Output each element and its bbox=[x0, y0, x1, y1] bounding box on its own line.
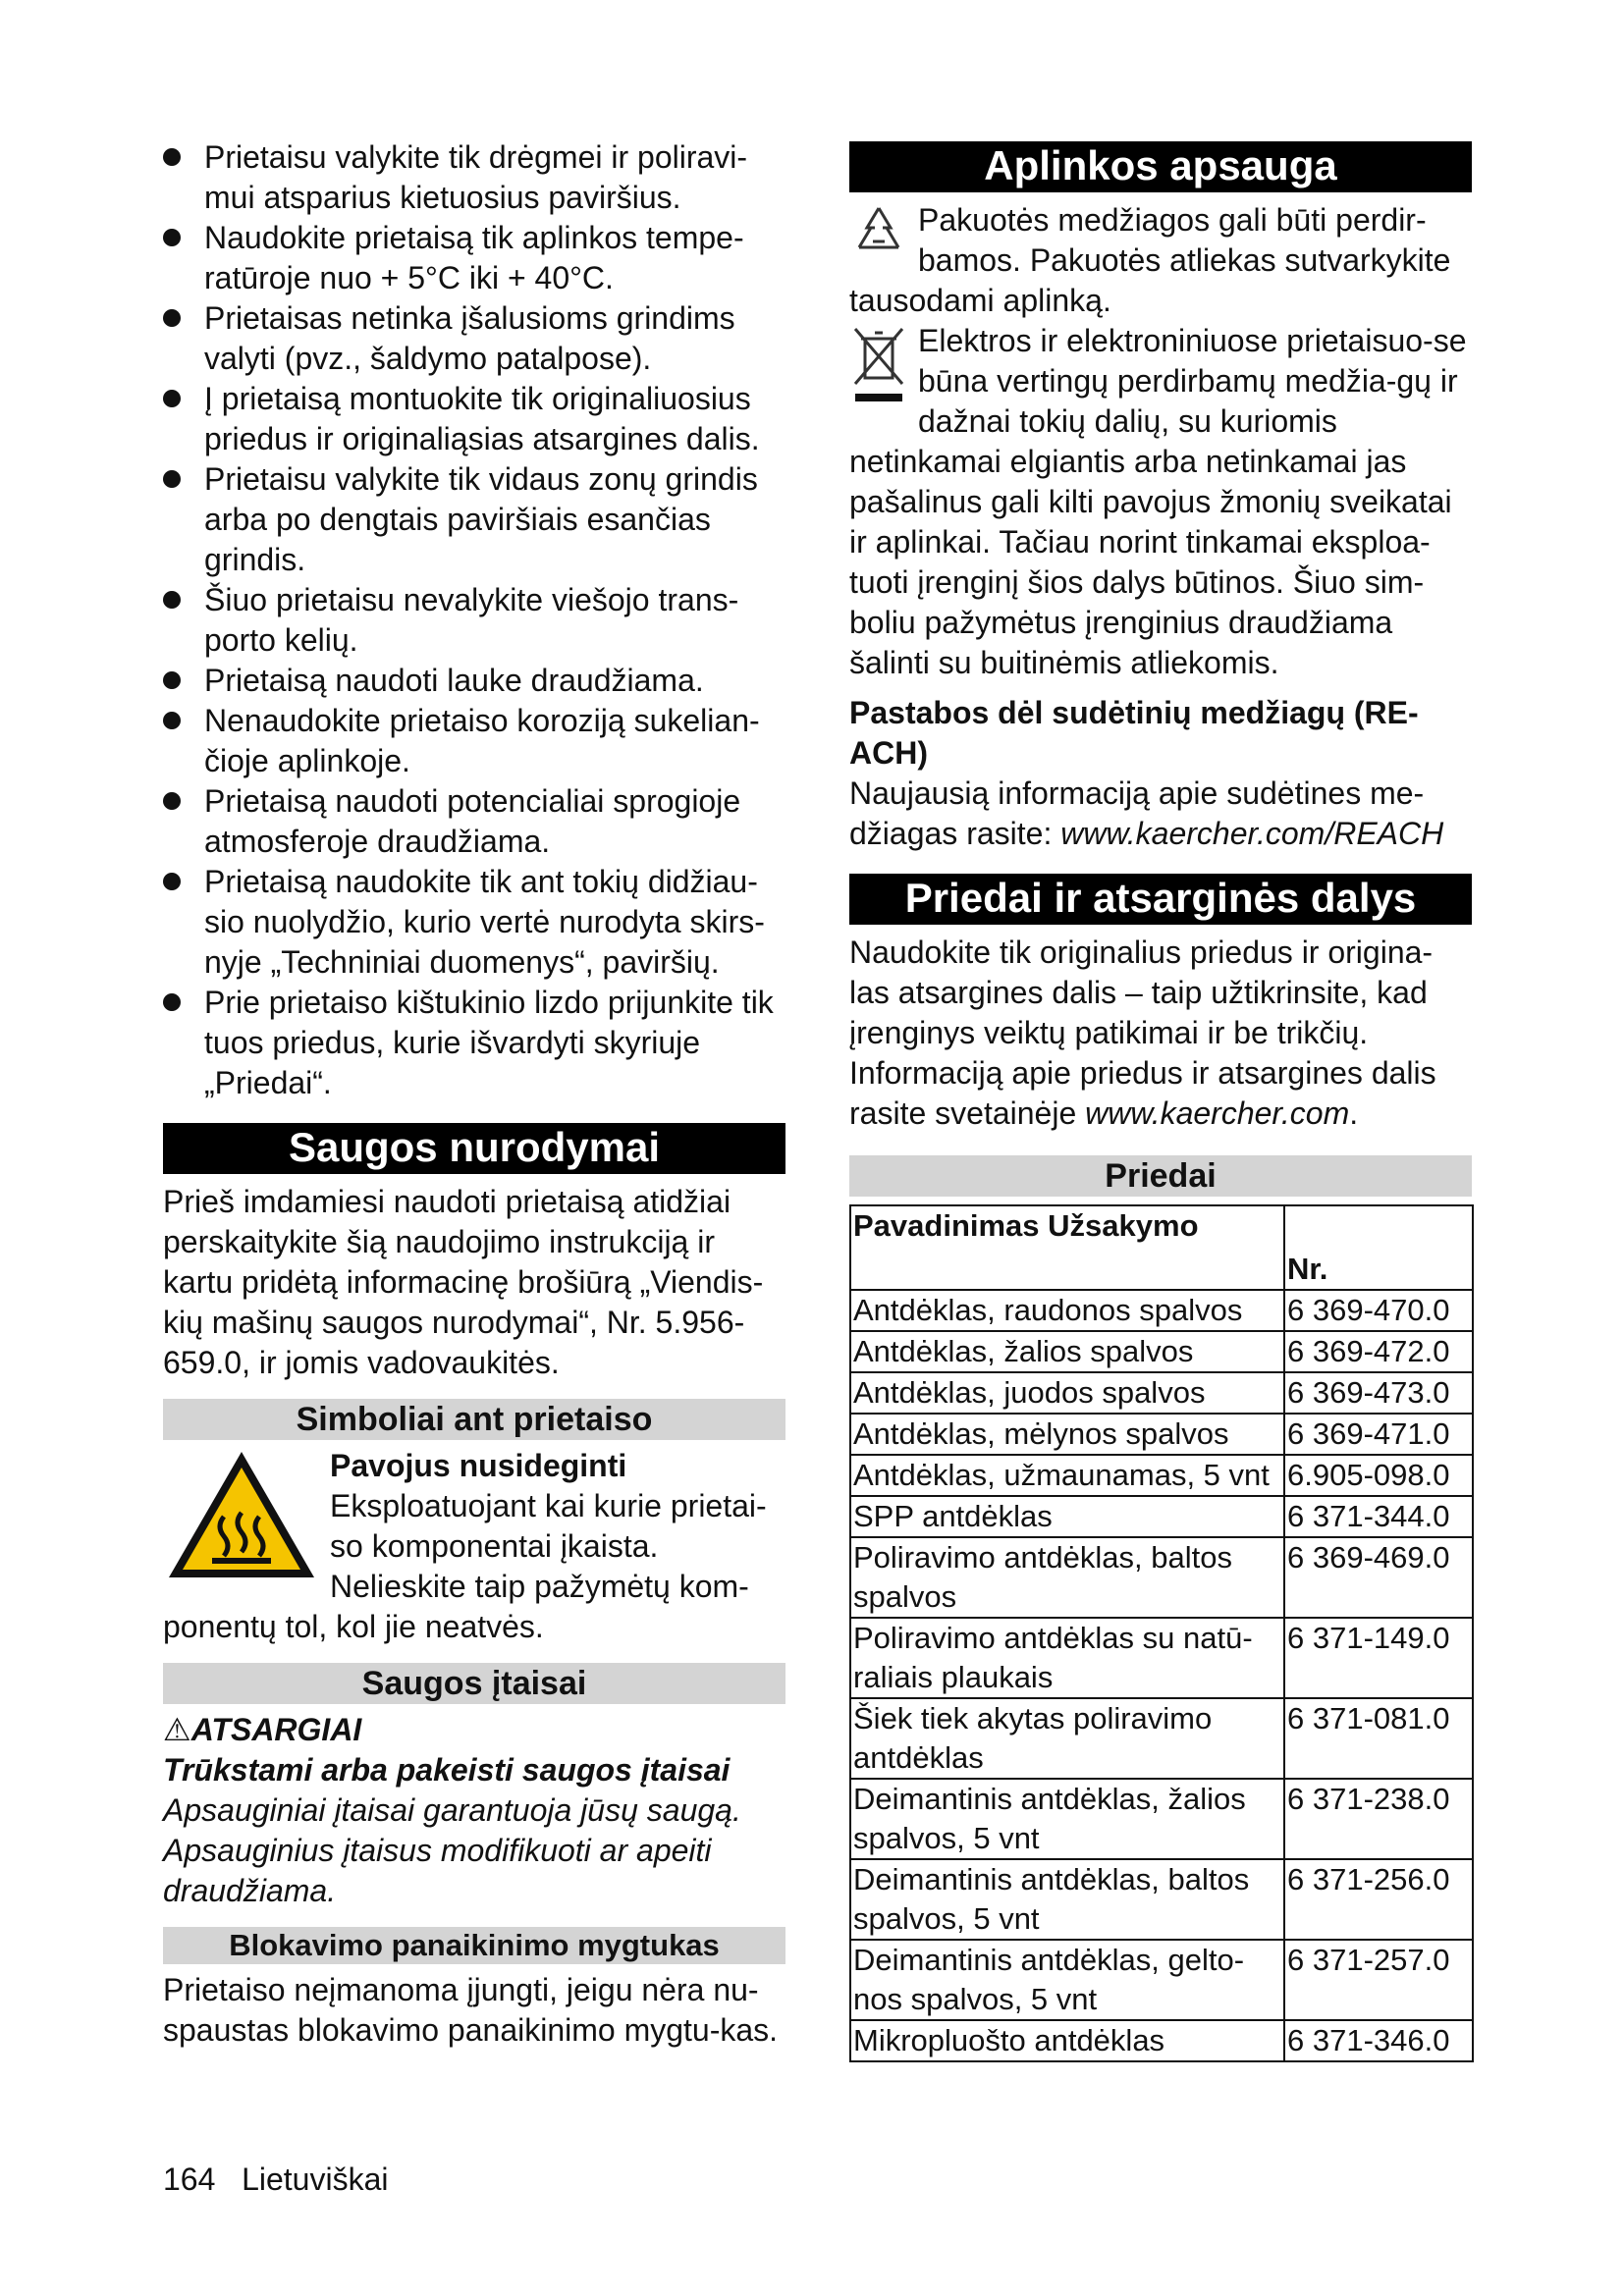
burn-title: Pavojus nusideginti bbox=[330, 1448, 627, 1483]
table-cell-number: 6 371-344.0 bbox=[1284, 1496, 1473, 1537]
table-row bbox=[850, 1940, 1473, 2020]
burn-text: Eksploatuojant kai kurie prietai-so komponentai įkaista. Nelieskite taip pažymėtų kom-ponentų tol, kol jie neatvės. bbox=[163, 1488, 767, 1644]
weee-text: Elektros ir elektroniniuose prietaisuo-se būna vertingų perdirbamų medžia-gų ir dažnai tokių dalių, su kuriomis netinkamai elgiantis arba netinkamai jas pašalinus gali kilti pavojus žmonių sveikatai ir aplinkai. Tačiau norint tinkamai eksploa-tuoti įrenginį šios dalys būtinos. Šiuo sim-boliu pažymėtus įrenginius draudžiama šalinti su buitinėmis atliekomis. bbox=[849, 323, 1467, 680]
footer-language: Lietuviškai bbox=[242, 2162, 389, 2197]
list-item: Į prietaisą montuokite tik originaliuosius priedus ir originaliąsias atsargines dalis. bbox=[163, 379, 785, 459]
table-cell-name: Poliravimo antdėklas, baltos spalvos bbox=[850, 1537, 1284, 1618]
usage-bullet-list bbox=[163, 137, 785, 1103]
table-row bbox=[850, 1331, 1473, 1372]
table-row bbox=[850, 1859, 1473, 1940]
table-row bbox=[850, 1414, 1473, 1455]
table-cell-number: 6 371-149.0 bbox=[1284, 1618, 1473, 1698]
caution-text: Apsauginiai įtaisai garantuoja jūsų saugą. Apsauginius įtaisus modifikuoti ar apeiti draudžiama. bbox=[163, 1792, 741, 1908]
table-cell-name: Deimantinis antdėklas, žalios spalvos, 5 vnt bbox=[850, 1779, 1284, 1859]
table-cell-number: 6 371-238.0 bbox=[1284, 1779, 1473, 1859]
table-cell-number: 6 371-346.0 bbox=[1284, 2020, 1473, 2061]
unlock-text: Prietaiso neįmanoma įjungti, jeigu nėra nu-spaustas blokavimo panaikinimo mygtu-kas. bbox=[163, 1972, 779, 2048]
weee-block bbox=[849, 321, 1472, 683]
table-cell-name: Šiek tiek akytas poliravimo antdėklas bbox=[850, 1698, 1284, 1779]
table-cell-name: Antdėklas, raudonos spalvos bbox=[850, 1290, 1284, 1331]
table-cell-name: Antdėklas, mėlynos spalvos bbox=[850, 1414, 1284, 1455]
recycling-icon bbox=[849, 200, 908, 259]
table-cell-name: Deimantinis antdėklas, gelto-nos spalvos, 5 vnt bbox=[850, 1940, 1284, 2020]
table-row bbox=[850, 1290, 1473, 1331]
list-item: Prie prietaiso kištukinio lizdo prijunkite tik tuos priedus, kurie išvardyti skyriuje „Priedai“. bbox=[163, 983, 785, 1103]
table-row bbox=[850, 2020, 1473, 2061]
table-cell-name: Antdėklas, žalios spalvos bbox=[850, 1331, 1284, 1372]
page-number: 164 bbox=[163, 2162, 216, 2197]
list-item: Šiuo prietaisu nevalykite viešojo trans-porto kelių. bbox=[163, 580, 785, 661]
right-column bbox=[849, 137, 1472, 2062]
table-row bbox=[850, 1779, 1473, 1859]
reach-title: Pastabos dėl sudėtinių medžiagų (RE-ACH) bbox=[849, 695, 1419, 771]
unlock-heading: Blokavimo panaikinimo mygtukas bbox=[163, 1927, 785, 1964]
safety-heading: Saugos nurodymai bbox=[163, 1123, 785, 1174]
burn-hazard-block bbox=[163, 1446, 785, 1647]
table-row bbox=[850, 1496, 1473, 1537]
accessories-heading: Priedai ir atsarginės dalys bbox=[849, 874, 1472, 925]
packaging-block bbox=[849, 200, 1472, 321]
environment-heading: Aplinkos apsauga bbox=[849, 141, 1472, 192]
list-item: Prietaisą naudoti lauke draudžiama. bbox=[163, 661, 785, 701]
crossed-out-bin-icon bbox=[849, 321, 908, 409]
list-item: Prietaisu valykite tik vidaus zonų grindis arba po dengtais paviršiais esančias grindis. bbox=[163, 459, 785, 580]
table-cell-number: 6 369-471.0 bbox=[1284, 1414, 1473, 1455]
caution-title: Trūkstami arba pakeisti saugos įtaisai bbox=[163, 1752, 731, 1788]
priedai-heading: Priedai bbox=[849, 1155, 1472, 1197]
table-cell-number: 6 371-257.0 bbox=[1284, 1940, 1473, 2020]
table-row bbox=[850, 1698, 1473, 1779]
hot-surface-warning-icon bbox=[163, 1446, 320, 1583]
symbols-heading: Simboliai ant prietaiso bbox=[163, 1399, 785, 1440]
kaercher-link[interactable]: www.kaercher.com bbox=[1085, 1095, 1350, 1131]
table-row bbox=[850, 1455, 1473, 1496]
table-row bbox=[850, 1537, 1473, 1618]
table-cell-number: 6 369-473.0 bbox=[1284, 1372, 1473, 1414]
table-row bbox=[850, 1618, 1473, 1698]
table-cell-number: 6 371-081.0 bbox=[1284, 1698, 1473, 1779]
packaging-text: Pakuotės medžiagos gali būti perdir-bamos. Pakuotės atliekas sutvarkykite tausodami aplinką. bbox=[849, 202, 1451, 318]
safety-text: Prieš imdamiesi naudoti prietaisą atidžiai perskaitykite šią naudojimo instrukciją ir kartu pridėtą informacinę brošiūrą „Viendis-kių mašinų saugos nurodymai“, Nr. 5.956-659.0, ir jomis vadovaukitės. bbox=[163, 1184, 764, 1380]
table-cell-number: 6 369-469.0 bbox=[1284, 1537, 1473, 1618]
reach-text: Naujausią informaciją apie sudėtines me-džiagas rasite: www.kaercher.com/REACH bbox=[849, 775, 1444, 851]
table-cell-name: Antdėklas, užmaunamas, 5 vnt bbox=[850, 1455, 1284, 1496]
devices-heading: Saugos įtaisai bbox=[163, 1663, 785, 1704]
list-item: Naudokite prietaisą tik aplinkos tempe-ratūroje nuo + 5°C iki + 40°C. bbox=[163, 218, 785, 298]
accessories-table bbox=[849, 1204, 1474, 2062]
table-header-name: Pavadinimas Užsakymo bbox=[850, 1205, 1284, 1290]
page-footer bbox=[163, 2160, 388, 2199]
table-cell-name: SPP antdėklas bbox=[850, 1496, 1284, 1537]
list-item: Prietaisu valykite tik drėgmei ir poliravi-mui atsparius kietuosius paviršius. bbox=[163, 137, 785, 218]
list-item: Prietaisas netinka įšalusioms grindims valyti (pvz., šaldymo patalpose). bbox=[163, 298, 785, 379]
reach-link[interactable]: www.kaercher.com/REACH bbox=[1060, 816, 1444, 851]
table-cell-number: 6 371-256.0 bbox=[1284, 1859, 1473, 1940]
list-item: Nenaudokite prietaiso koroziją sukelian-čioje aplinkoje. bbox=[163, 701, 785, 781]
table-cell-number: 6 369-470.0 bbox=[1284, 1290, 1473, 1331]
table-header-number: Nr. bbox=[1284, 1205, 1473, 1290]
table-cell-name: Antdėklas, juodos spalvos bbox=[850, 1372, 1284, 1414]
list-item: Prietaisą naudokite tik ant tokių didžiau-sio nuolydžio, kurio vertė nurodyta skirs-nyje „Techniniai duomenys“, paviršių. bbox=[163, 862, 785, 983]
table-header-row bbox=[850, 1205, 1473, 1290]
table-cell-name: Poliravimo antdėklas su natū-raliais plaukais bbox=[850, 1618, 1284, 1698]
accessories-text: Naudokite tik originalius priedus ir origina-las atsargines dalis – taip užtikrinsite, kad įrenginys veiktų patikimai ir be trikčių. Informaciją apie priedus ir atsargines dalis rasite svetainėje www.kaercher.com. bbox=[849, 934, 1436, 1131]
list-item: Prietaisą naudoti potencialiai sprogioje atmosferoje draudžiama. bbox=[163, 781, 785, 862]
caution-label: ⚠ATSARGIAI bbox=[163, 1712, 362, 1747]
table-cell-name: Deimantinis antdėklas, baltos spalvos, 5 vnt bbox=[850, 1859, 1284, 1940]
table-row bbox=[850, 1372, 1473, 1414]
table-cell-number: 6.905-098.0 bbox=[1284, 1455, 1473, 1496]
left-column bbox=[163, 137, 785, 2051]
table-cell-number: 6 369-472.0 bbox=[1284, 1331, 1473, 1372]
warning-triangle-icon: ⚠ bbox=[163, 1712, 191, 1747]
table-cell-name: Mikropluošto antdėklas bbox=[850, 2020, 1284, 2061]
